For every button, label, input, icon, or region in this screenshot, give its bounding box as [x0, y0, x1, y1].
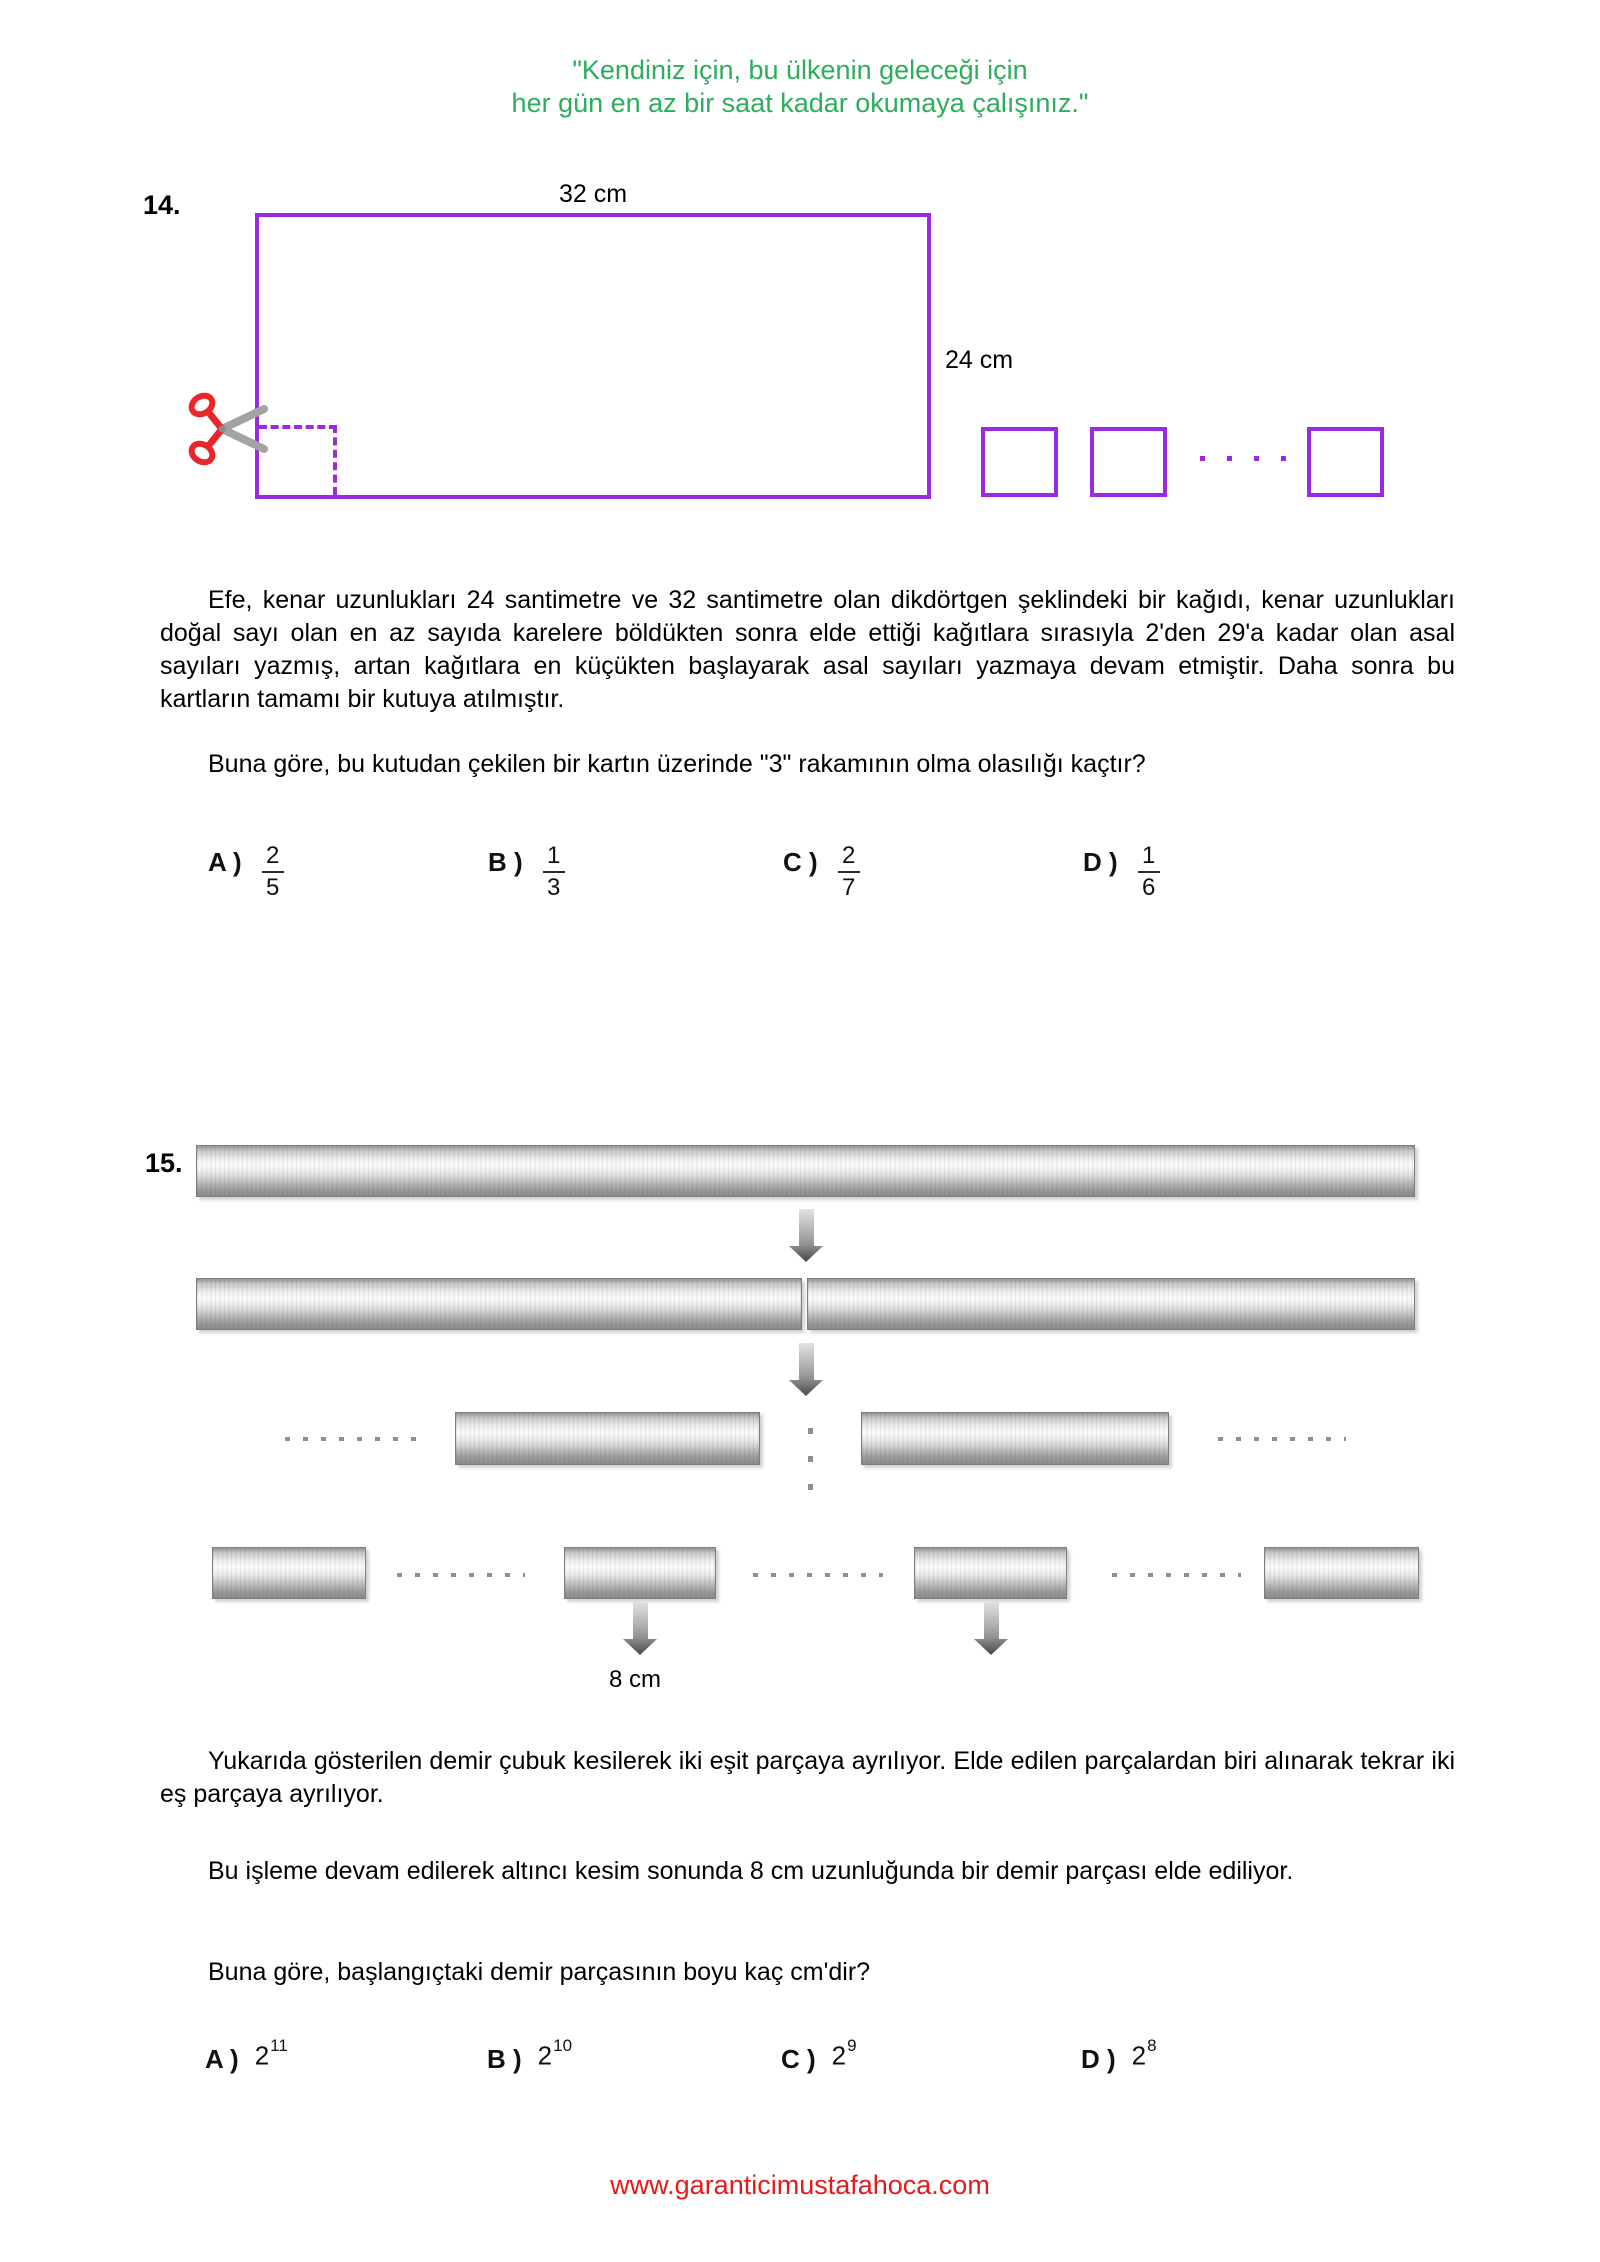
fraction-bar — [838, 871, 860, 873]
ellipsis-run — [285, 1437, 417, 1441]
option-a-label: A ) — [205, 2044, 239, 2074]
vertical-ellipsis-dot — [808, 1456, 813, 1462]
width-dimension-label: 32 cm — [558, 180, 628, 208]
fraction-denominator: 5 — [266, 874, 280, 901]
scissors-icon — [182, 390, 274, 468]
fraction-denominator: 7 — [841, 874, 856, 901]
down-arrow-icon — [623, 1602, 657, 1655]
power-base: 2 — [254, 2040, 270, 2071]
paper-rectangle — [255, 213, 931, 499]
option-d-label: D ) — [1083, 847, 1118, 877]
option-c — [781, 2036, 857, 2075]
option-b-value — [537, 2036, 573, 2072]
iron-bar-half-left — [196, 1278, 802, 1330]
power-exponent: 11 — [270, 2036, 288, 2055]
question-14-paragraph: Efe, kenar uzunlukları 24 santimetre ve 32 santimetre olan dikdörtgen şeklindeki bir kağıdı, kenar uzunlukları doğal sayı olan en az sayıda karelere böldükten sonra elde ettiği kağıtlara sırasıyla 2'den 29'a kadar olan asal sayıları yazmış, artan kağıtlara en küçükten başlayarak asal sayıları yazmaya devam etmiştir. Daha sonra bu kartların tamamı bir kutuya atılmıştır. — [160, 586, 1455, 713]
option-c-label: C ) — [781, 2044, 816, 2074]
fraction-bar — [1138, 871, 1160, 873]
fraction-denominator: 3 — [546, 874, 561, 901]
question-15-prompt: Buna göre, başlangıçtaki demir parçasının boyu kaç cm'dir? — [208, 1958, 871, 1986]
option-d-label: D ) — [1081, 2044, 1116, 2074]
fraction-numerator: 2 — [266, 842, 280, 869]
vertical-ellipsis-dot — [808, 1428, 813, 1434]
power-base: 2 — [831, 2040, 847, 2071]
vertical-ellipsis-dot — [808, 1484, 813, 1490]
question-15-number: 15. — [145, 1148, 183, 1178]
option-a — [208, 843, 284, 901]
small-square-1 — [981, 427, 1058, 497]
fraction-bar — [543, 871, 565, 873]
small-square-2 — [1090, 427, 1167, 497]
ellipsis-run — [753, 1573, 883, 1577]
ellipsis-dot — [1254, 456, 1259, 461]
down-arrow-icon — [974, 1602, 1008, 1655]
header-quote-line2: her gün en az bir saat kadar okumaya çalışınız." — [511, 88, 1089, 118]
option-b-fraction — [543, 843, 565, 901]
option-b-label: B ) — [487, 2044, 522, 2074]
ellipsis-dot — [1200, 456, 1205, 461]
question-15-paragraph-1: Yukarıda gösterilen demir çubuk kesilerek iki eşit parçaya ayrılıyor. Elde edilen parçalardan biri alınarak tekrar iki eş parçaya ayrılıyor. — [160, 1747, 1455, 1808]
length-dimension-label: 8 cm — [608, 1666, 661, 1693]
power-base: 2 — [537, 2040, 553, 2071]
option-a-fraction — [262, 843, 284, 901]
question-14-number: 14. — [143, 190, 181, 220]
option-d — [1083, 843, 1160, 901]
fraction-bar — [262, 871, 284, 873]
iron-bar-small-3 — [914, 1547, 1067, 1599]
iron-bar-half-right — [807, 1278, 1415, 1330]
height-dimension-label: 24 cm — [945, 346, 1014, 374]
power-base: 2 — [1131, 2040, 1147, 2071]
option-d-value — [1131, 2036, 1157, 2072]
ellipsis-run — [397, 1573, 525, 1577]
fraction-numerator: 1 — [1141, 842, 1156, 869]
fraction-numerator: 2 — [841, 842, 856, 869]
option-a-label: A ) — [208, 847, 242, 877]
fraction-denominator: 6 — [1141, 874, 1156, 901]
power-exponent: 9 — [847, 2036, 857, 2055]
fraction-numerator: 1 — [546, 842, 561, 869]
option-a-value — [254, 2036, 288, 2072]
power-exponent: 10 — [553, 2036, 573, 2055]
question-14-prompt: Buna göre, bu kutudan çekilen bir kartın üzerinde "3" rakamının olma olasılığı kaçtır? — [208, 750, 1146, 778]
ellipsis-dot — [1281, 456, 1286, 461]
iron-bar-small-4 — [1264, 1547, 1419, 1599]
option-b-label: B ) — [488, 847, 523, 877]
ellipsis-run — [1112, 1573, 1241, 1577]
iron-bar-small-2 — [564, 1547, 716, 1599]
option-d-fraction — [1138, 843, 1160, 901]
iron-bar-quarter-right — [861, 1412, 1169, 1465]
iron-bar-small-1 — [212, 1547, 366, 1599]
question-15-paragraph-2: Bu işleme devam edilerek altıncı kesim sonunda 8 cm uzunluğunda bir demir parçası elde ediliyor. — [208, 1857, 1294, 1885]
option-b — [488, 843, 565, 901]
header-quote — [0, 54, 1600, 120]
footer-website-link[interactable]: www.garanticimustafahoca.com — [610, 2170, 990, 2200]
option-d — [1081, 2036, 1157, 2075]
iron-bar-full — [196, 1145, 1415, 1197]
power-exponent: 8 — [1147, 2036, 1157, 2055]
option-c-value — [831, 2036, 857, 2072]
option-b — [487, 2036, 573, 2075]
option-c-label: C ) — [783, 847, 818, 877]
header-quote-line1: "Kendiniz için, bu ülkenin geleceği için — [572, 55, 1028, 85]
down-arrow-icon — [789, 1209, 823, 1262]
down-arrow-icon — [789, 1343, 823, 1396]
ellipsis-dot — [1227, 456, 1232, 461]
option-c — [783, 843, 860, 901]
option-c-fraction — [838, 843, 860, 901]
ellipsis-run — [1218, 1437, 1346, 1441]
option-a — [205, 2036, 288, 2075]
small-square-3 — [1307, 427, 1384, 497]
iron-bar-quarter-left — [455, 1412, 760, 1465]
